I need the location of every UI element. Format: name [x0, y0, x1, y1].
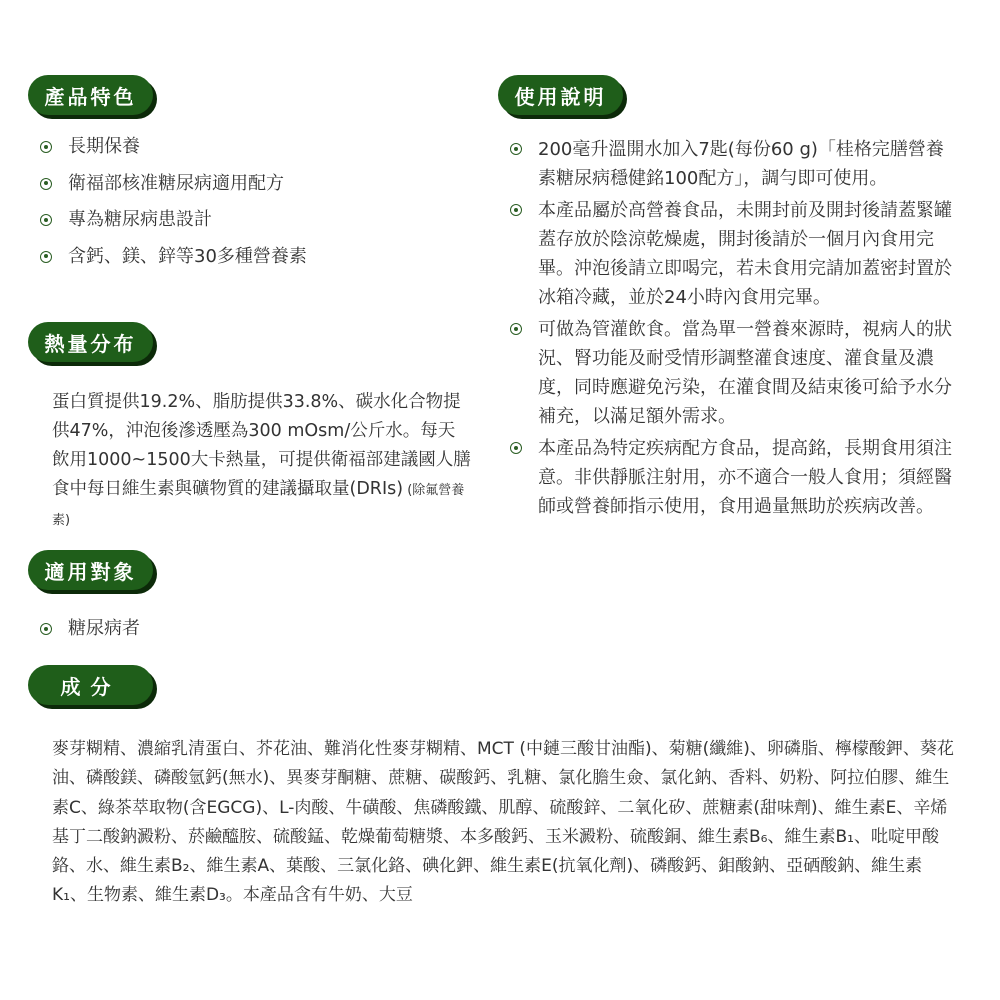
list-item	[40, 615, 340, 643]
bullet-icon	[40, 251, 52, 263]
bullet-icon	[510, 143, 522, 155]
usage-heading: 使用說明	[498, 75, 623, 115]
list-item	[40, 170, 460, 207]
calorie-note: (除氟營養素)	[52, 483, 465, 528]
list-item	[40, 133, 460, 170]
list-item	[40, 206, 460, 243]
bullet-icon	[40, 623, 52, 635]
bullet-icon	[40, 141, 52, 153]
target-text: 糖尿病者	[68, 618, 140, 639]
calorie-heading: 熱量分布	[28, 322, 153, 362]
bullet-icon	[510, 204, 522, 216]
bullet-icon	[510, 442, 522, 454]
list-item	[510, 196, 960, 312]
usage-text: 本產品屬於高營養食品，未開封前及開封後請蓋緊罐蓋存放於陰涼乾燥處，開封後請於一個月內食用完畢。沖泡後請立即喝完，若未食用完請加蓋密封置於冰箱冷藏，並於24小時內食用完畢。	[538, 200, 952, 308]
target-list	[40, 615, 340, 643]
features-list	[40, 133, 460, 279]
feature-text: 專為糖尿病患設計	[68, 209, 212, 230]
list-item	[510, 434, 960, 521]
usage-text: 本產品為特定疾病配方食品，提高銘，長期食用須注意。非供靜脈注射用，亦不適合一般人食用；須經醫師或營養師指示使用，食用過量無助於疾病改善。	[538, 438, 952, 517]
feature-text: 含鈣、鎂、鋅等30多種營養素	[68, 245, 307, 267]
usage-text: 可做為管灌飲食。當為單一營養來源時，視病人的狀況、腎功能及耐受情形調整灌食速度、灌食量及濃度，同時應避免污染，在灌食間及結束後可給予水分補充，以滿足額外需求。	[538, 319, 952, 427]
target-heading: 適用對象	[28, 550, 153, 590]
usage-text: 200毫升溫開水加入7匙(每份60 g)「桂格完膳營養素糖尿病穩健銘100配方」，調勻即可使用。	[538, 139, 944, 189]
feature-text: 衛福部核准糖尿病適用配方	[68, 172, 284, 194]
feature-text: 長期保養	[68, 136, 140, 157]
list-item	[510, 315, 960, 431]
usage-list	[510, 135, 960, 524]
bullet-icon	[40, 214, 52, 226]
list-item	[510, 135, 960, 193]
calorie-paragraph	[52, 388, 472, 535]
calorie-text: 蛋白質提供19.2%、脂肪提供33.8%、碳水化合物提供47%，沖泡後滲透壓為300 mOsm/公斤水。每天飲用1000~1500大卡熱量，可提供衛福部建議國人膳食中每日維生素與礦物質的建議攝取量(DRIs)	[52, 392, 471, 499]
ingredients-heading: 成分	[28, 665, 153, 705]
bullet-icon	[40, 178, 52, 190]
list-item	[40, 243, 460, 280]
features-heading: 產品特色	[28, 75, 153, 115]
bullet-icon	[510, 323, 522, 335]
ingredients-paragraph: 麥芽糊精、濃縮乳清蛋白、芥花油、難消化性麥芽糊精、MCT (中鏈三酸甘油酯)、菊糖(纖維)、卵磷脂、檸檬酸鉀、葵花油、磷酸鎂、磷酸氫鈣(無水)、異麥芽酮糖、蔗糖、碳酸鈣、乳糖、氯化膽生僉、氯化鈉、香料、奶粉、阿拉伯膠、維生素C、綠茶萃取物(含EGCG)、L-肉酸、牛磺酸、焦磷酸鐵、肌醇、硫酸鋅、二氧化矽、蔗糖素(甜味劑)、維生素E、辛烯基丁二酸鈉澱粉、菸鹼醯胺、硫酸錳、乾燥葡萄糖漿、本多酸鈣、玉米澱粉、硫酸銅、維生素B₆、維生素B₁、吡啶甲酸鉻、水、維生素B₂、維生素A、葉酸、三氯化鉻、碘化鉀、維生素E(抗氧化劑)、磷酸鈣、鉬酸鈉、亞硒酸鈉、維生素K₁、生物素、維生素D₃。本產品含有牛奶、大豆	[52, 739, 954, 906]
